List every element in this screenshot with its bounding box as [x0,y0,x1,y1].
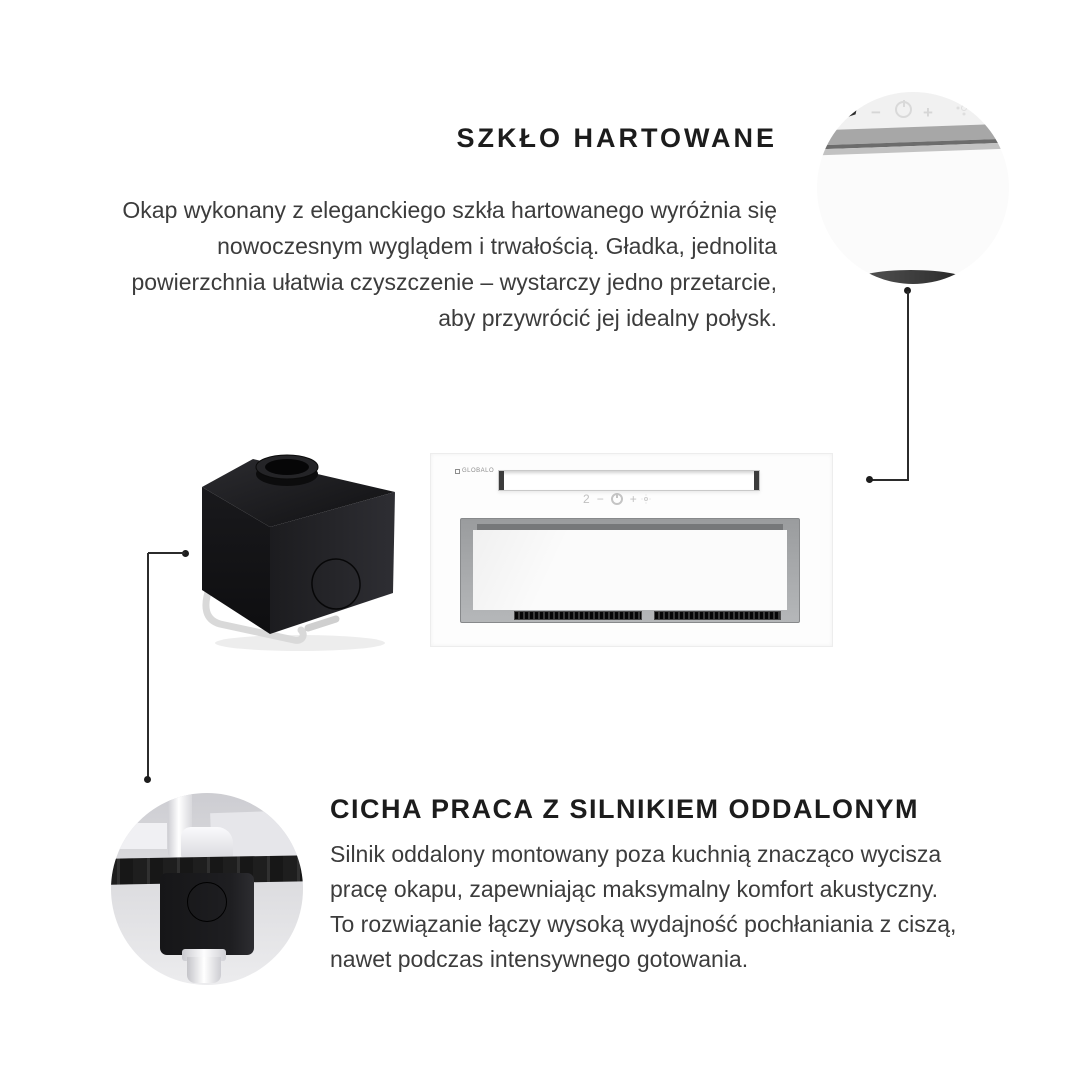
light-icon [644,497,648,501]
side-service-circle [187,882,227,922]
duct-outlet-hole [265,459,309,475]
paragraph-line: aby przywrócić jej idealny połysk. [438,305,777,331]
attic-surface [111,823,167,849]
grease-filter-left [514,611,642,620]
plus-icon: + [923,103,933,122]
installed-motor-box [160,873,254,955]
recess-glass-insert [473,530,787,610]
connector-line-horizontal [148,552,185,554]
duct-elbow [181,827,233,859]
glass-bottom-edge [852,270,970,284]
paragraph-line: powierzchnia ułatwia czyszczenie – wystarczy jedno przetarcie, [131,269,777,295]
connector-line-vertical [907,291,909,480]
brand-logo-text: GLOBALO [462,468,495,474]
paragraph-line: nowoczesnym wyglądem i trwałością. Gładka, jednolita [217,233,777,259]
silent-motor-section [330,793,980,977]
paragraph-line: pracę okapu, zapewniając maksymalny komfort akustyczny. [330,876,939,902]
hood-light-strip [498,470,760,491]
connector-dot [144,776,151,783]
connector-line-vertical [147,553,149,779]
hood-photo [430,453,833,647]
brand-logo-icon [455,469,460,474]
silent-motor-paragraph [330,837,980,977]
brand-logo [455,468,494,474]
paragraph-line: Silnik oddalony montowany poza kuchnią znacząco wycisza [330,841,942,867]
minus-icon: − [871,103,881,122]
mounting-bracket [308,619,336,628]
duct-pipe-bottom [187,957,221,983]
motor-install-detail-circle [111,793,303,985]
power-icon [611,493,623,505]
paragraph-line: Okap wykonany z eleganckiego szkła hartowanego wyróżnia się [122,197,777,223]
paragraph-line: To rozwiązanie łączy wysoką wydajność pochłaniania z ciszą, [330,911,957,937]
connector-dot [866,476,873,483]
tempered-glass-section [90,122,777,336]
light-icon [961,105,967,111]
remote-motor-photo [190,450,440,655]
section-title-silent-motor: CICHA PRACA Z SILNIKIEM ODDALONYM [330,794,919,824]
connector-line-horizontal [870,479,909,481]
tempered-glass-paragraph [90,192,777,336]
glass-panel-edge [817,92,1009,156]
grease-filter-right [654,611,781,620]
hood-recessed-panel [460,518,800,623]
speed-display: 2 [583,492,590,506]
hood-touch-controls [583,492,683,506]
control-panel-detail-circle [817,92,1009,284]
paragraph-line: nawet podczas intensywnego gotowania. [330,946,749,972]
minus-icon: − [596,492,604,506]
section-title-tempered-glass: SZKŁO HARTOWANE [456,123,777,153]
power-icon [895,101,912,118]
plus-icon: + [629,492,637,506]
